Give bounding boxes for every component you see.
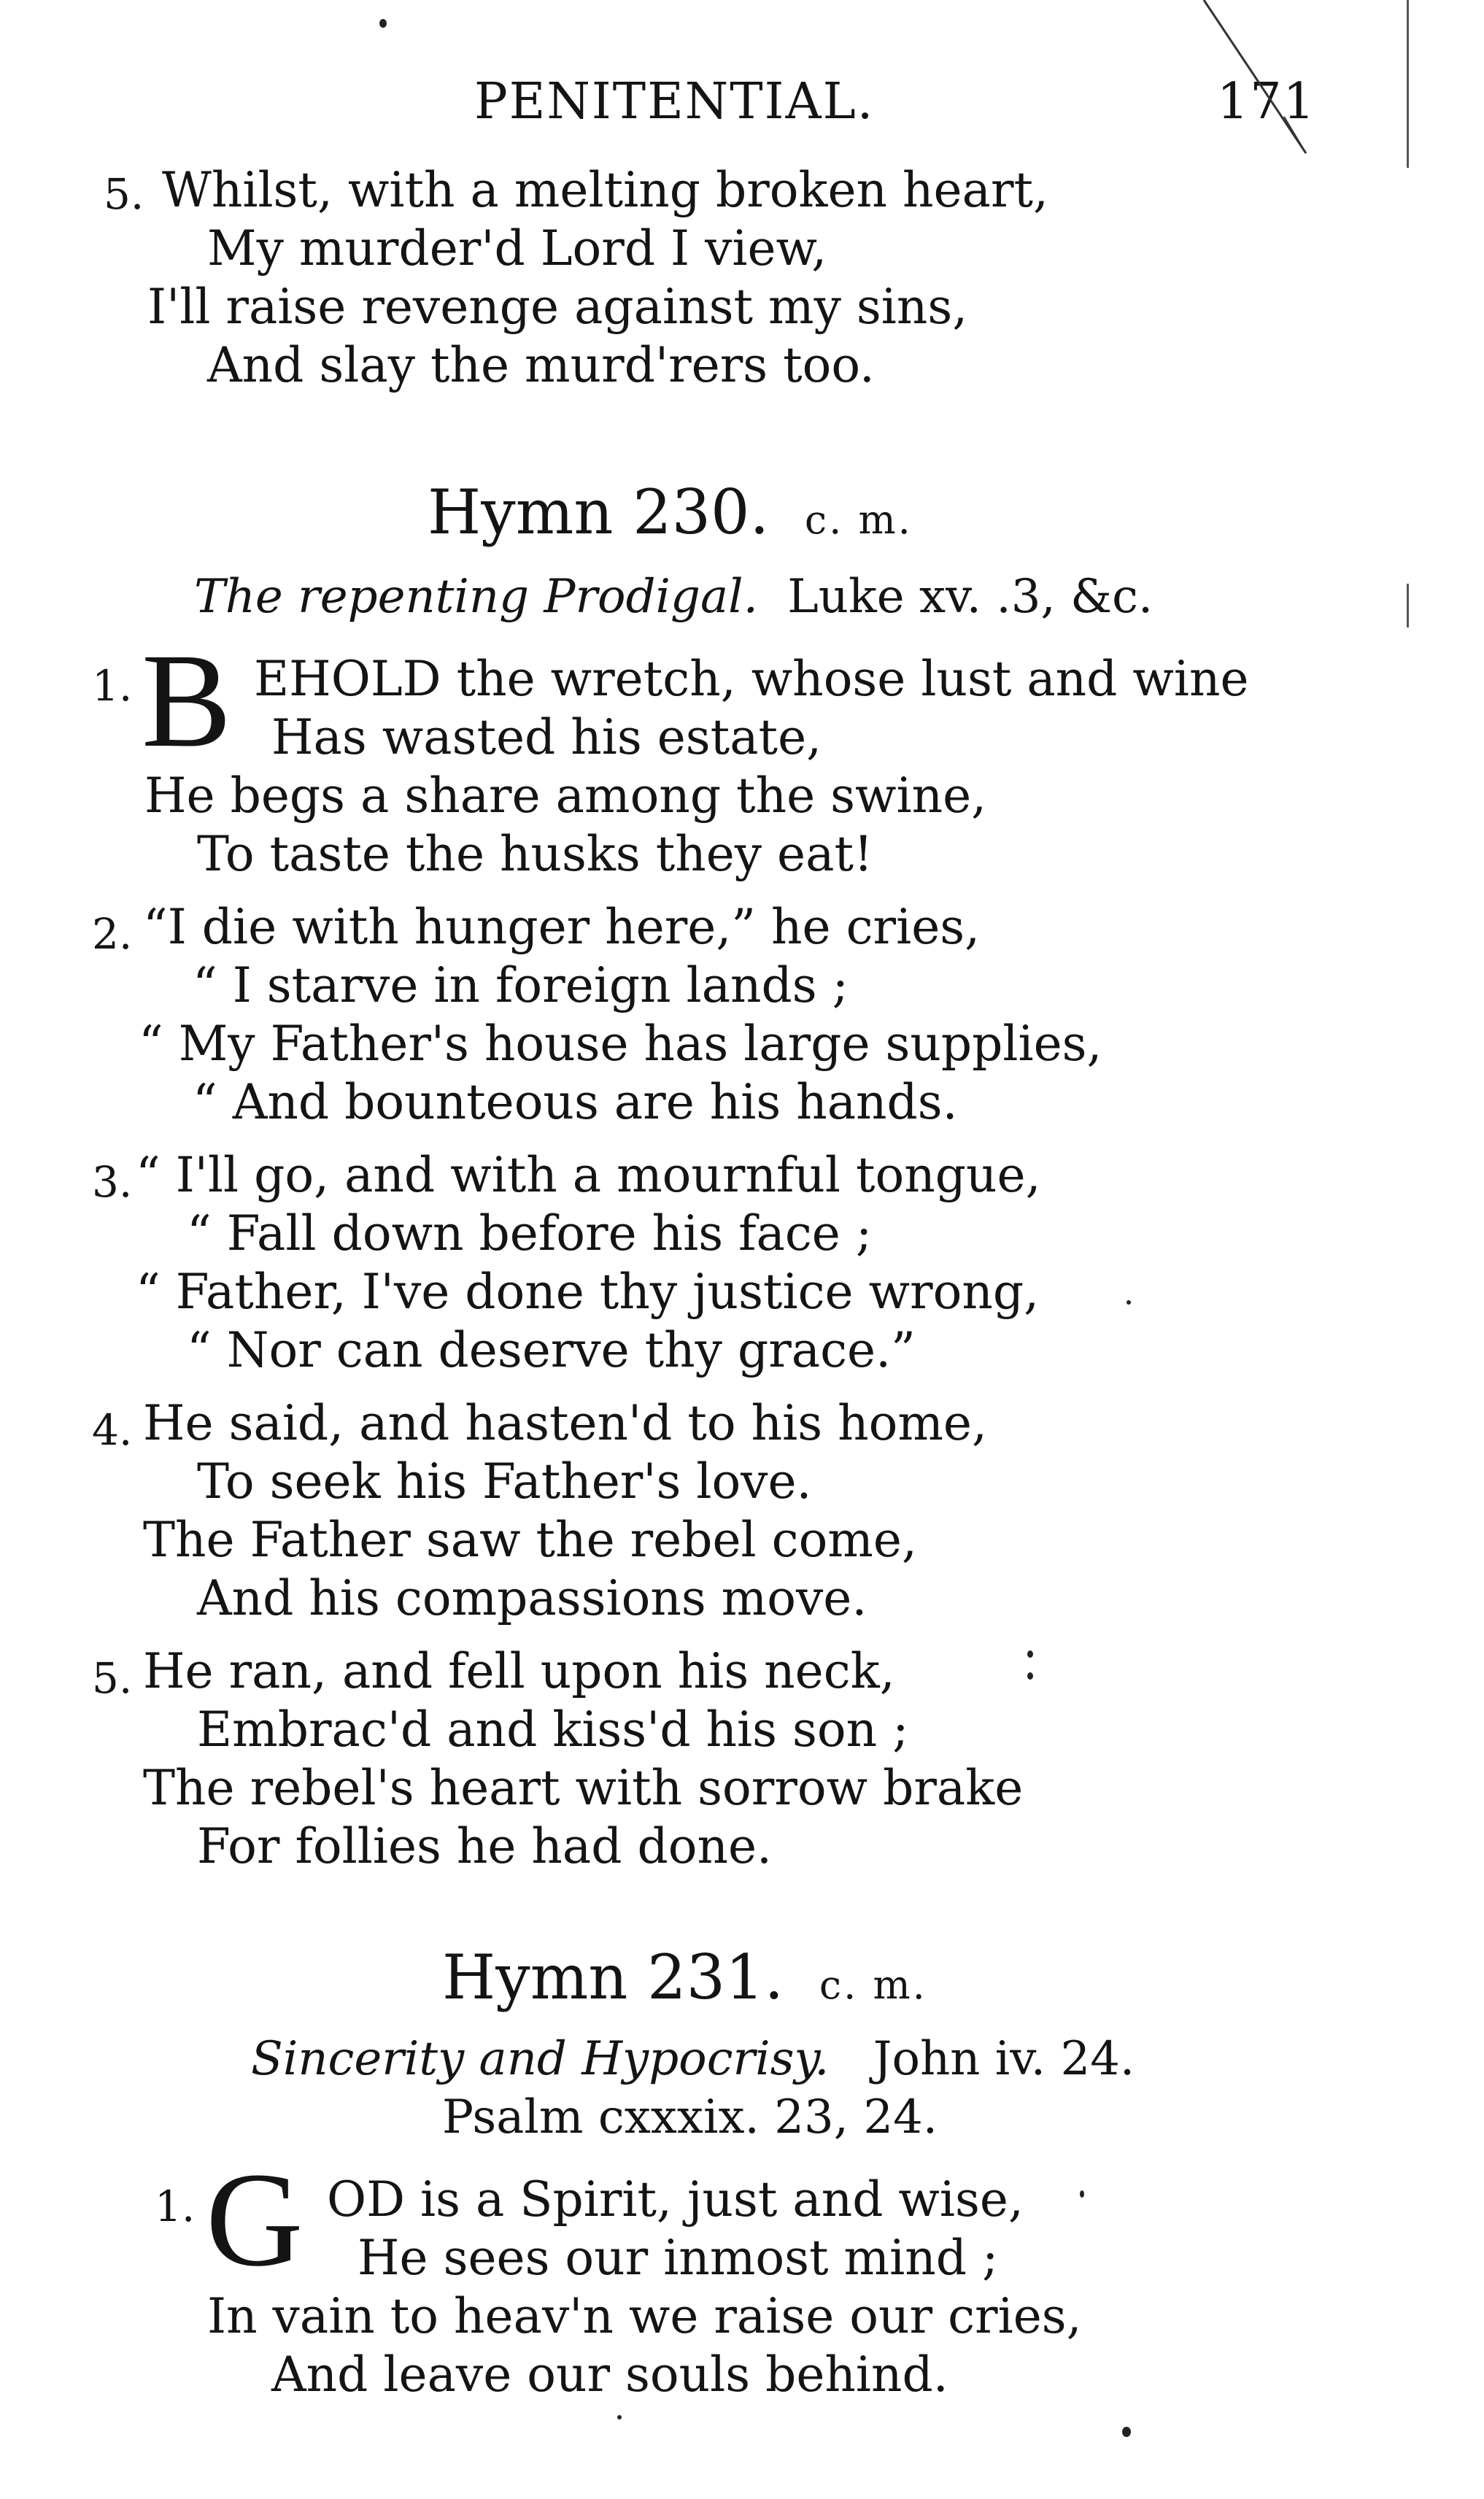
running-header-title: PENITENTIAL.: [474, 73, 875, 131]
verse-line: He said, and hasten'd to his home,: [143, 1395, 987, 1451]
verse-line: The Father saw the rebel come,: [143, 1512, 917, 1568]
verse-line: To seek his Father's love.: [197, 1453, 812, 1510]
stanza-number: 5.: [104, 169, 144, 219]
verse-line: For follies he had done.: [197, 1818, 773, 1874]
hymn-subtitle: Sincerity and Hypocrisy.: [251, 2032, 830, 2086]
page-edge-mark: [1407, 584, 1409, 627]
stanza-number: 4.: [92, 1405, 133, 1455]
verse-line: He sees our inmost mind ;: [358, 2230, 999, 2286]
verse-line: “ And bounteous are his hands.: [193, 1074, 958, 1130]
verse-line: “ My Father's house has large supplies,: [139, 1016, 1102, 1072]
drop-cap: B: [142, 626, 232, 776]
verse-line: And his compassions move.: [197, 1570, 867, 1626]
hymn-number: Hymn 230.: [428, 476, 770, 548]
ink-speck: [1122, 2427, 1131, 2437]
stanza-number: 1.: [155, 2182, 196, 2231]
stanza-number: 1.: [92, 661, 133, 711]
page-corner-fold: [1197, 0, 1313, 175]
stanza-number: 5.: [92, 1653, 133, 1703]
stanza-number: 3.: [92, 1157, 133, 1207]
scripture-reference-secondary: Psalm cxxxix. 23, 24.: [442, 2090, 938, 2144]
verse-line: “I die with hunger here,” he cries,: [143, 899, 981, 955]
verse-line: “ Father, I've done thy justice wrong,: [136, 1264, 1040, 1320]
page-edge-mark: [1407, 0, 1409, 168]
ink-speck: [1126, 1300, 1131, 1305]
ink-speck: [379, 19, 387, 28]
verse-line: And slay the murd'rers too.: [207, 337, 875, 393]
verse-line: “ I starve in foreign lands ;: [193, 957, 849, 1013]
hymn-subtitle: The repenting Prodigal.: [194, 570, 758, 624]
scripture-reference: John iv. 24.: [873, 2032, 1135, 2086]
verse-line: I'll raise revenge against my sins,: [147, 279, 968, 335]
scripture-reference: Luke xv. .3, &c.: [787, 570, 1153, 624]
ink-speck: [1027, 1650, 1033, 1658]
hymn-meter: c. m.: [804, 497, 913, 543]
verse-line: And leave our souls behind.: [271, 2347, 948, 2403]
verse-line: He begs a share among the swine,: [144, 768, 987, 824]
verse-line: OD is a Spirit, just and wise,: [327, 2171, 1024, 2228]
hymn-title: [428, 476, 913, 548]
drop-cap: G: [206, 2145, 304, 2295]
verse-line: “ Nor can deserve thy grace.”: [187, 1322, 916, 1378]
verse-line: Has wasted his estate,: [271, 709, 822, 765]
ink-speck: [1027, 1672, 1033, 1680]
verse-line: Embrac'd and kiss'd his son ;: [197, 1702, 909, 1758]
verse-line: “ I'll go, and with a mournful tongue,: [136, 1147, 1041, 1203]
ink-speck: [1080, 2190, 1084, 2198]
verse-line: In vain to heav'n we raise our cries,: [207, 2288, 1082, 2344]
hymn-subtitle-line: [194, 570, 1153, 624]
verse-line: My murder'd Lord I view,: [207, 220, 827, 277]
hymn-meter: c. m.: [819, 1962, 927, 2008]
verse-line: He ran, and fell upon his neck,: [143, 1643, 895, 1699]
ink-speck: [617, 2415, 622, 2419]
verse-line: EHOLD the wretch, whose lust and wine: [254, 651, 1249, 707]
page-number: 171: [1217, 73, 1316, 131]
verse-line: To taste the husks they eat!: [197, 826, 873, 882]
hymn-number: Hymn 231.: [442, 1942, 784, 2013]
verse-line: The rebel's heart with sorrow brake: [143, 1760, 1024, 1816]
verse-line: Whilst, with a melting broken heart,: [162, 162, 1049, 218]
hymn-subtitle-line: [251, 2032, 1135, 2086]
hymn-title: [442, 1942, 927, 2013]
verse-line: “ Fall down before his face ;: [187, 1205, 873, 1262]
stanza-number: 2.: [92, 909, 133, 959]
